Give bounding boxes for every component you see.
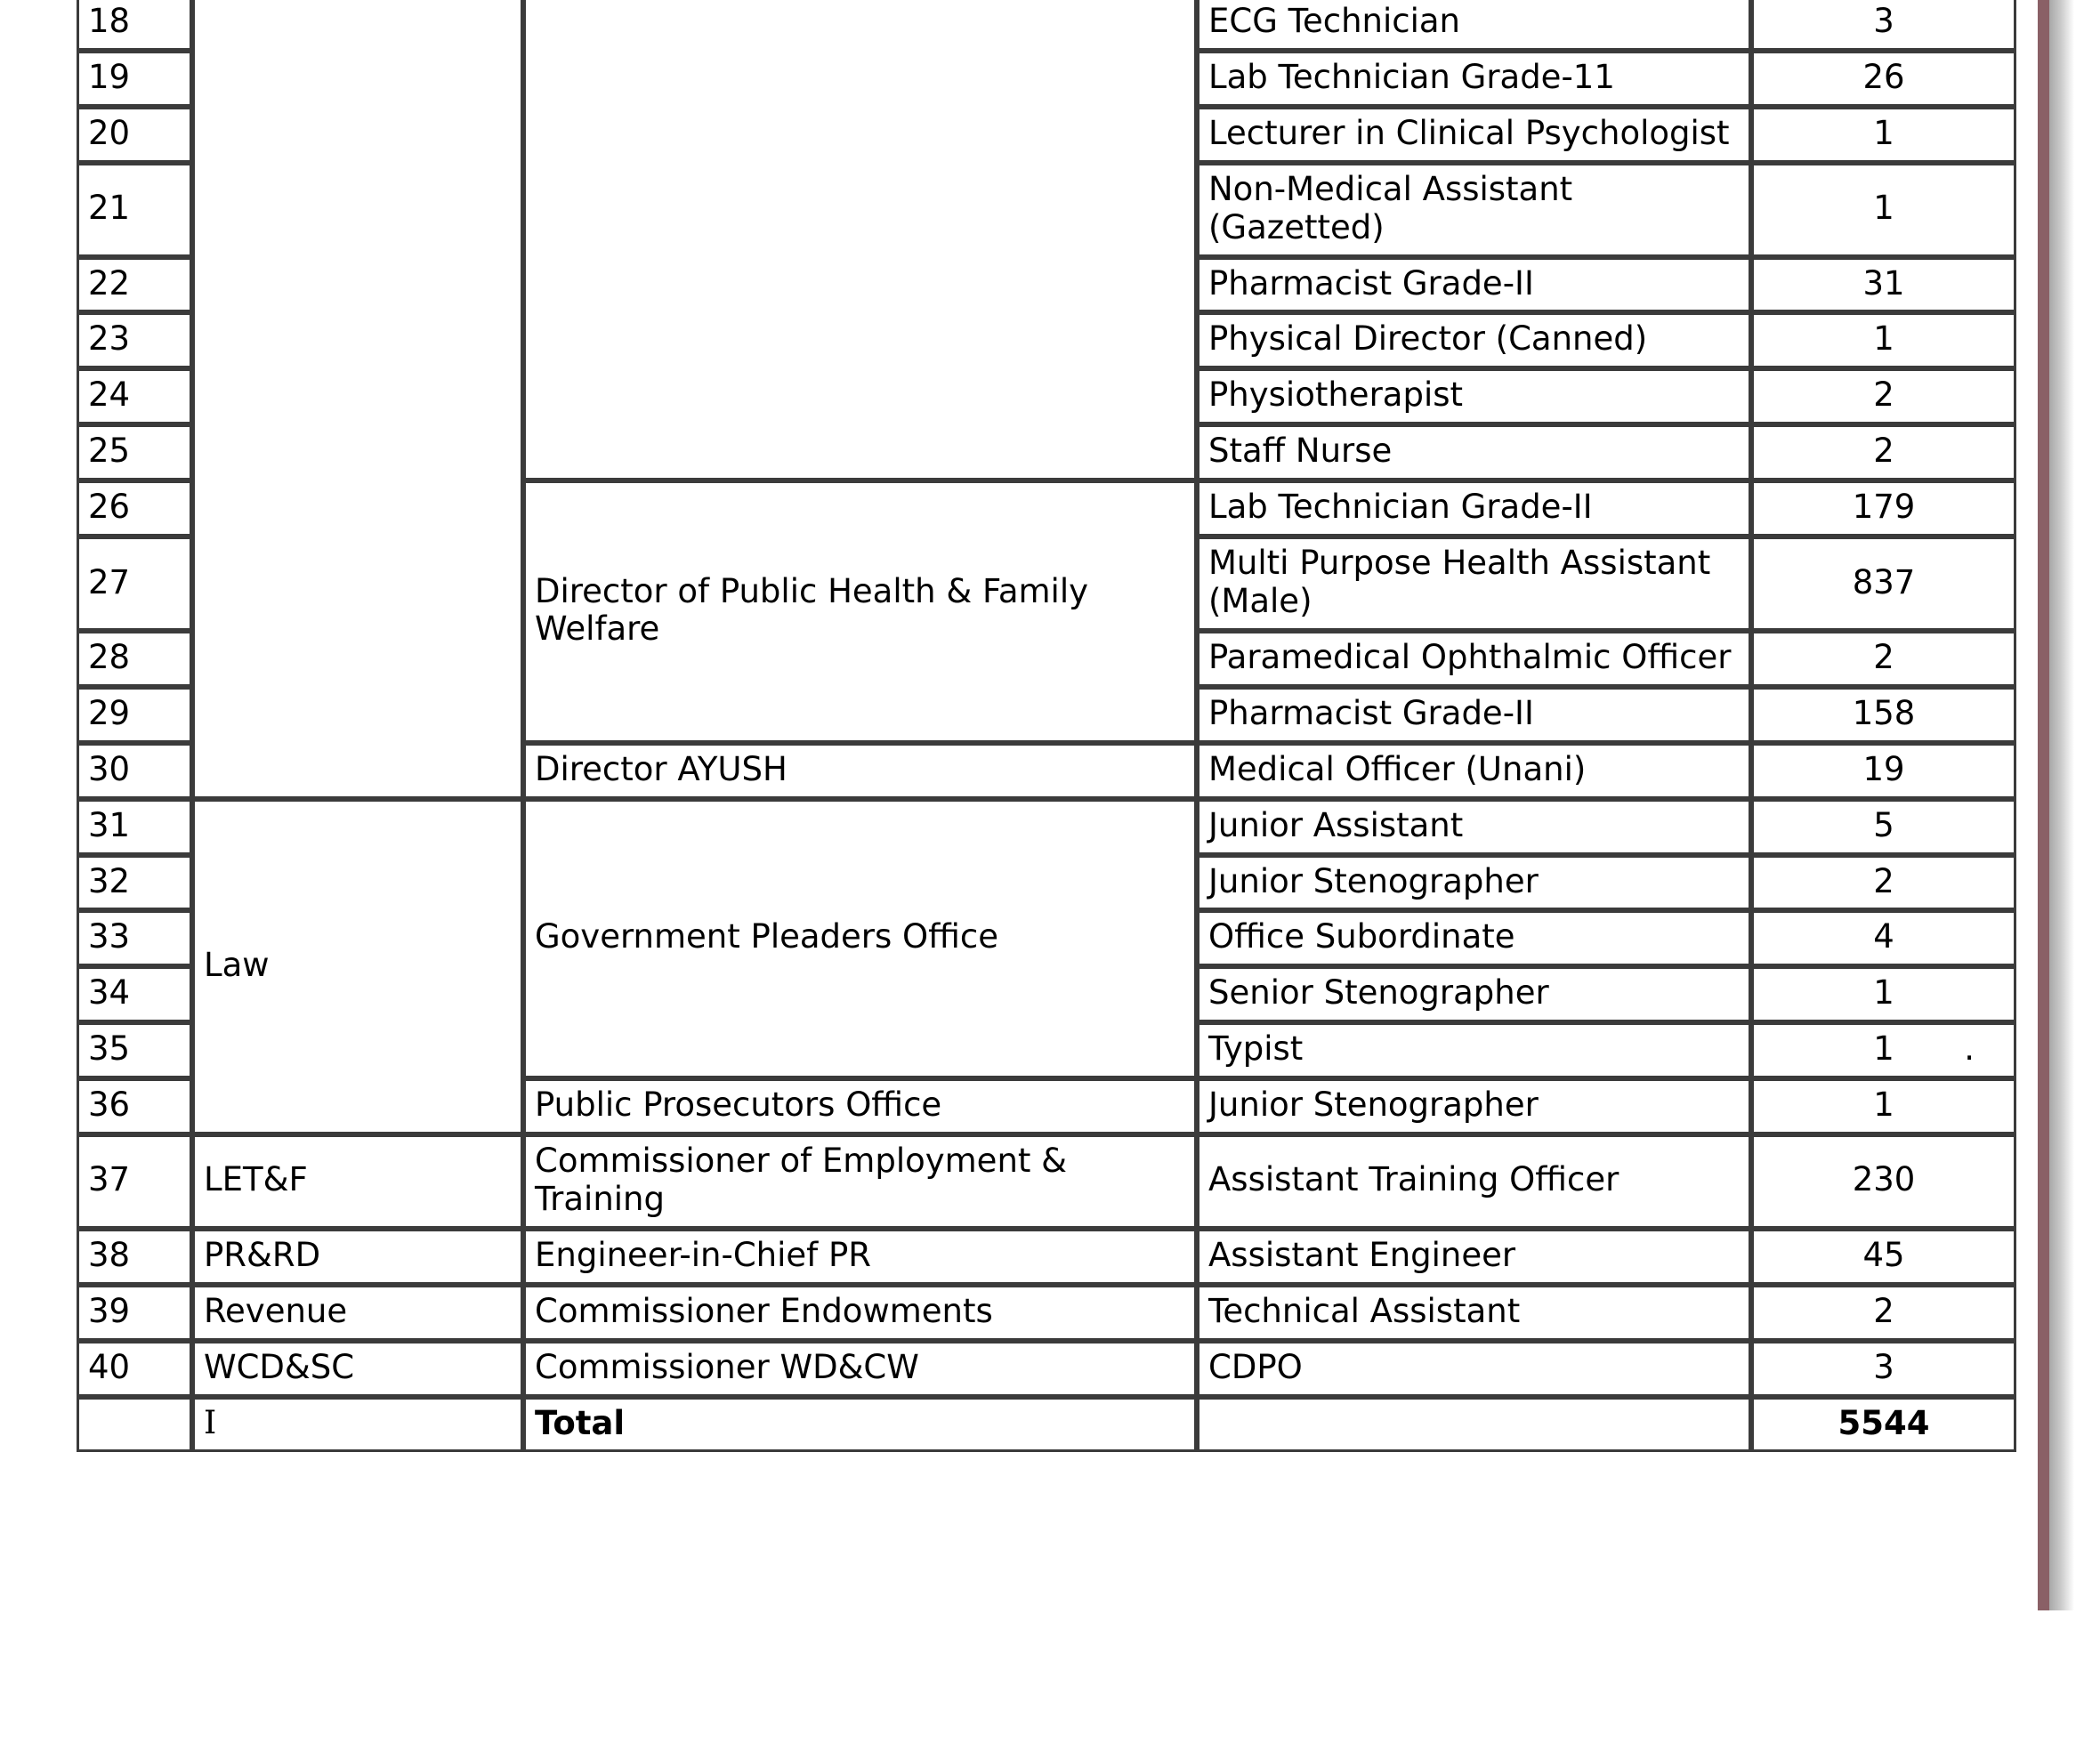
row-serial-number: 32 <box>77 855 192 911</box>
post-count: 2 <box>1751 424 2016 480</box>
row-serial-number: 27 <box>77 537 192 631</box>
row-serial-number: 19 <box>77 51 192 107</box>
total-count: 5544 <box>1751 1397 2016 1453</box>
department-name: LET&F <box>192 1134 523 1229</box>
post-count: 4 <box>1751 910 2016 966</box>
post-designation: Junior Assistant <box>1197 799 1751 855</box>
row-serial-number: 30 <box>77 743 192 799</box>
post-designation: Lab Technician Grade-II <box>1197 480 1751 537</box>
row-serial-number: 38 <box>77 1229 192 1285</box>
post-count: 1 <box>1751 163 2016 257</box>
row-serial-number: 29 <box>77 687 192 743</box>
row-serial-number: 23 <box>77 312 192 368</box>
stray-period-mark: . <box>1964 1029 1975 1069</box>
table-row <box>77 1229 2016 1285</box>
table-row <box>77 1341 2016 1397</box>
post-count: 26 <box>1751 51 2016 107</box>
row-serial-number: 34 <box>77 966 192 1022</box>
post-count: 1 <box>1751 312 2016 368</box>
post-designation: CDPO <box>1197 1341 1751 1397</box>
post-designation: ECG Technician <box>1197 0 1751 51</box>
post-designation: Pharmacist Grade-II <box>1197 257 1751 313</box>
total-post-blank <box>1197 1397 1751 1453</box>
post-designation: Technical Assistant <box>1197 1285 1751 1341</box>
post-count: 179 <box>1751 480 2016 537</box>
post-count: 2 <box>1751 1285 2016 1341</box>
department-name: Revenue <box>192 1285 523 1341</box>
post-designation: Assistant Training Officer <box>1197 1134 1751 1229</box>
post-count: 45 <box>1751 1229 2016 1285</box>
total-row <box>77 1397 2016 1453</box>
post-designation: Staff Nurse <box>1197 424 1751 480</box>
post-count: 31 <box>1751 257 2016 313</box>
row-serial-number: 25 <box>77 424 192 480</box>
hod-office-name: Commissioner Endowments <box>523 1285 1197 1341</box>
hod-office-name: Public Prosecutors Office <box>523 1078 1197 1134</box>
post-designation: Physical Director (Canned) <box>1197 312 1751 368</box>
row-serial-number: 39 <box>77 1285 192 1341</box>
hod-office-name: Director of Public Health & Family Welfare <box>523 480 1197 743</box>
department-name: PR&RD <box>192 1229 523 1285</box>
hod-office-name: Director AYUSH <box>523 743 1197 799</box>
hod-office-name: Commissioner WD&CW <box>523 1341 1197 1397</box>
post-count: 1 <box>1751 1078 2016 1134</box>
hod-office-name: Engineer-in-Chief PR <box>523 1229 1197 1285</box>
post-count: 2 <box>1751 368 2016 424</box>
hod-office-name: Commissioner of Employment & Training <box>523 1134 1197 1229</box>
post-count: 1 <box>1751 966 2016 1022</box>
row-serial-number: 40 <box>77 1341 192 1397</box>
row-serial-number: 22 <box>77 257 192 313</box>
post-count: 2 <box>1751 855 2016 911</box>
table-row <box>77 1134 2016 1229</box>
post-designation: Office Subordinate <box>1197 910 1751 966</box>
post-count: 3 <box>1751 1341 2016 1397</box>
hod-continuation-cell <box>523 0 1197 480</box>
staff-roster-table <box>77 0 2016 1452</box>
post-designation: Junior Stenographer <box>1197 1078 1751 1134</box>
post-designation: Lecturer in Clinical Psychologist <box>1197 107 1751 163</box>
department-continuation-cell <box>192 0 523 799</box>
post-count: 1 <box>1873 1029 1894 1069</box>
post-count: 3 <box>1751 0 2016 51</box>
post-count: 158 <box>1751 687 2016 743</box>
row-serial-number: 35 <box>77 1022 192 1078</box>
total-serial-blank <box>77 1397 192 1453</box>
department-name: WCD&SC <box>192 1341 523 1397</box>
row-serial-number: 37 <box>77 1134 192 1229</box>
row-serial-number: 21 <box>77 163 192 257</box>
row-serial-number: 28 <box>77 631 192 687</box>
table-row <box>77 799 2016 855</box>
post-count: 1 <box>1751 107 2016 163</box>
post-designation: Lab Technician Grade-11 <box>1197 51 1751 107</box>
post-designation: Pharmacist Grade-II <box>1197 687 1751 743</box>
page-edge-bar <box>2038 0 2049 1610</box>
post-designation: Paramedical Ophthalmic Officer <box>1197 631 1751 687</box>
post-designation: Assistant Engineer <box>1197 1229 1751 1285</box>
row-serial-number: 18 <box>77 0 192 51</box>
post-count: 19 <box>1751 743 2016 799</box>
post-designation: Medical Officer (Unani) <box>1197 743 1751 799</box>
total-label: Total <box>523 1397 1197 1453</box>
row-serial-number: 26 <box>77 480 192 537</box>
table-body <box>77 0 2016 1452</box>
page-edge-shadow <box>2049 0 2074 1610</box>
post-count-wrapper <box>1763 1030 2005 1069</box>
post-designation: Senior Stenographer <box>1197 966 1751 1022</box>
table-row <box>77 1285 2016 1341</box>
post-designation: Multi Purpose Health Assistant (Male) <box>1197 537 1751 631</box>
hod-office-name: Government Pleaders Office <box>523 799 1197 1079</box>
total-department-marker: I <box>192 1397 523 1453</box>
row-serial-number: 31 <box>77 799 192 855</box>
department-name: Law <box>192 799 523 1134</box>
post-count: 2 <box>1751 631 2016 687</box>
post-count: 837 <box>1751 537 2016 631</box>
post-count-cell <box>1751 1022 2016 1078</box>
post-designation: Non-Medical Assistant (Gazetted) <box>1197 163 1751 257</box>
row-serial-number: 33 <box>77 910 192 966</box>
post-designation: Physiotherapist <box>1197 368 1751 424</box>
row-serial-number: 36 <box>77 1078 192 1134</box>
post-count: 230 <box>1751 1134 2016 1229</box>
table-row <box>77 0 2016 51</box>
row-serial-number: 24 <box>77 368 192 424</box>
staff-roster-table-wrapper <box>77 0 2016 1452</box>
post-count: 5 <box>1751 799 2016 855</box>
post-designation: Typist <box>1197 1022 1751 1078</box>
post-designation: Junior Stenographer <box>1197 855 1751 911</box>
row-serial-number: 20 <box>77 107 192 163</box>
